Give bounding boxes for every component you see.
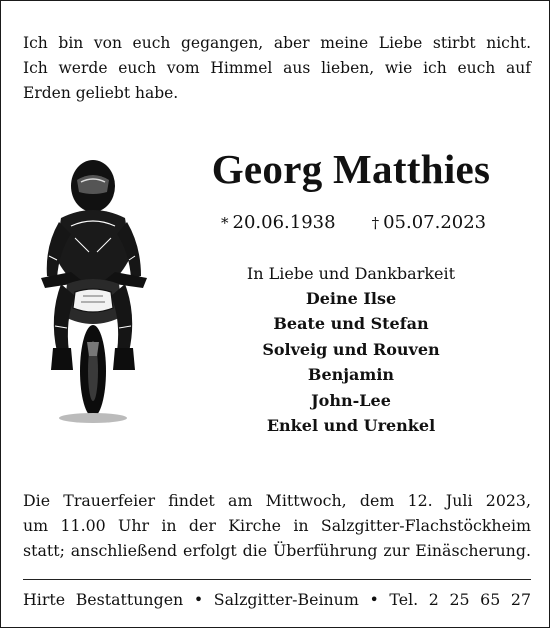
mourner-name: Beate und Stefan bbox=[273, 314, 429, 334]
service-line: Die Trauerfeier findet am Mittwoch, dem 12. Juli 2023, bbox=[23, 491, 531, 510]
mourner-name: John-Lee bbox=[311, 390, 391, 410]
mourners-list bbox=[211, 261, 491, 438]
life-dates bbox=[221, 212, 521, 233]
mourner-name: Solveig und Rouven bbox=[262, 339, 440, 359]
birth-star-icon: * bbox=[221, 214, 229, 232]
mourner-name: Deine Ilse bbox=[305, 289, 397, 308]
birth-date-group bbox=[221, 212, 336, 233]
funeral-service-notice bbox=[23, 488, 531, 563]
death-cross-icon: † bbox=[371, 214, 380, 232]
memorial-poem bbox=[23, 31, 531, 106]
deceased-name: Georg Matthies bbox=[211, 146, 491, 192]
poem-line: Erden geliebt habe. bbox=[23, 84, 179, 102]
birth-date: 20.06.1938 bbox=[232, 212, 336, 233]
motorcyclist-sketch-icon bbox=[31, 156, 156, 426]
funeral-home-footer: Hirte Bestattungen • Salzgitter-Beinum • Tel. 2 25 65 27 bbox=[23, 590, 531, 609]
footer-divider bbox=[23, 579, 531, 580]
poem-line: Ich werde euch vom Himmel aus lieben, wie ich euch auf bbox=[23, 59, 531, 77]
death-date-group bbox=[372, 212, 487, 233]
mourner-name: Enkel und Urenkel bbox=[266, 416, 436, 436]
mourner-name: Benjamin bbox=[307, 365, 395, 385]
mourners-intro: In Liebe und Dankbarkeit bbox=[246, 264, 456, 283]
death-date: 05.07.2023 bbox=[383, 212, 487, 233]
service-line: um 11.00 Uhr in der Kirche in Salzgitter-Flachstöckheim bbox=[23, 516, 531, 535]
service-line: statt; anschließend erfolgt die Überführung zur Einäscherung. bbox=[23, 541, 531, 560]
poem-line: Ich bin von euch gegangen, aber meine Liebe stirbt nicht. bbox=[23, 34, 531, 52]
